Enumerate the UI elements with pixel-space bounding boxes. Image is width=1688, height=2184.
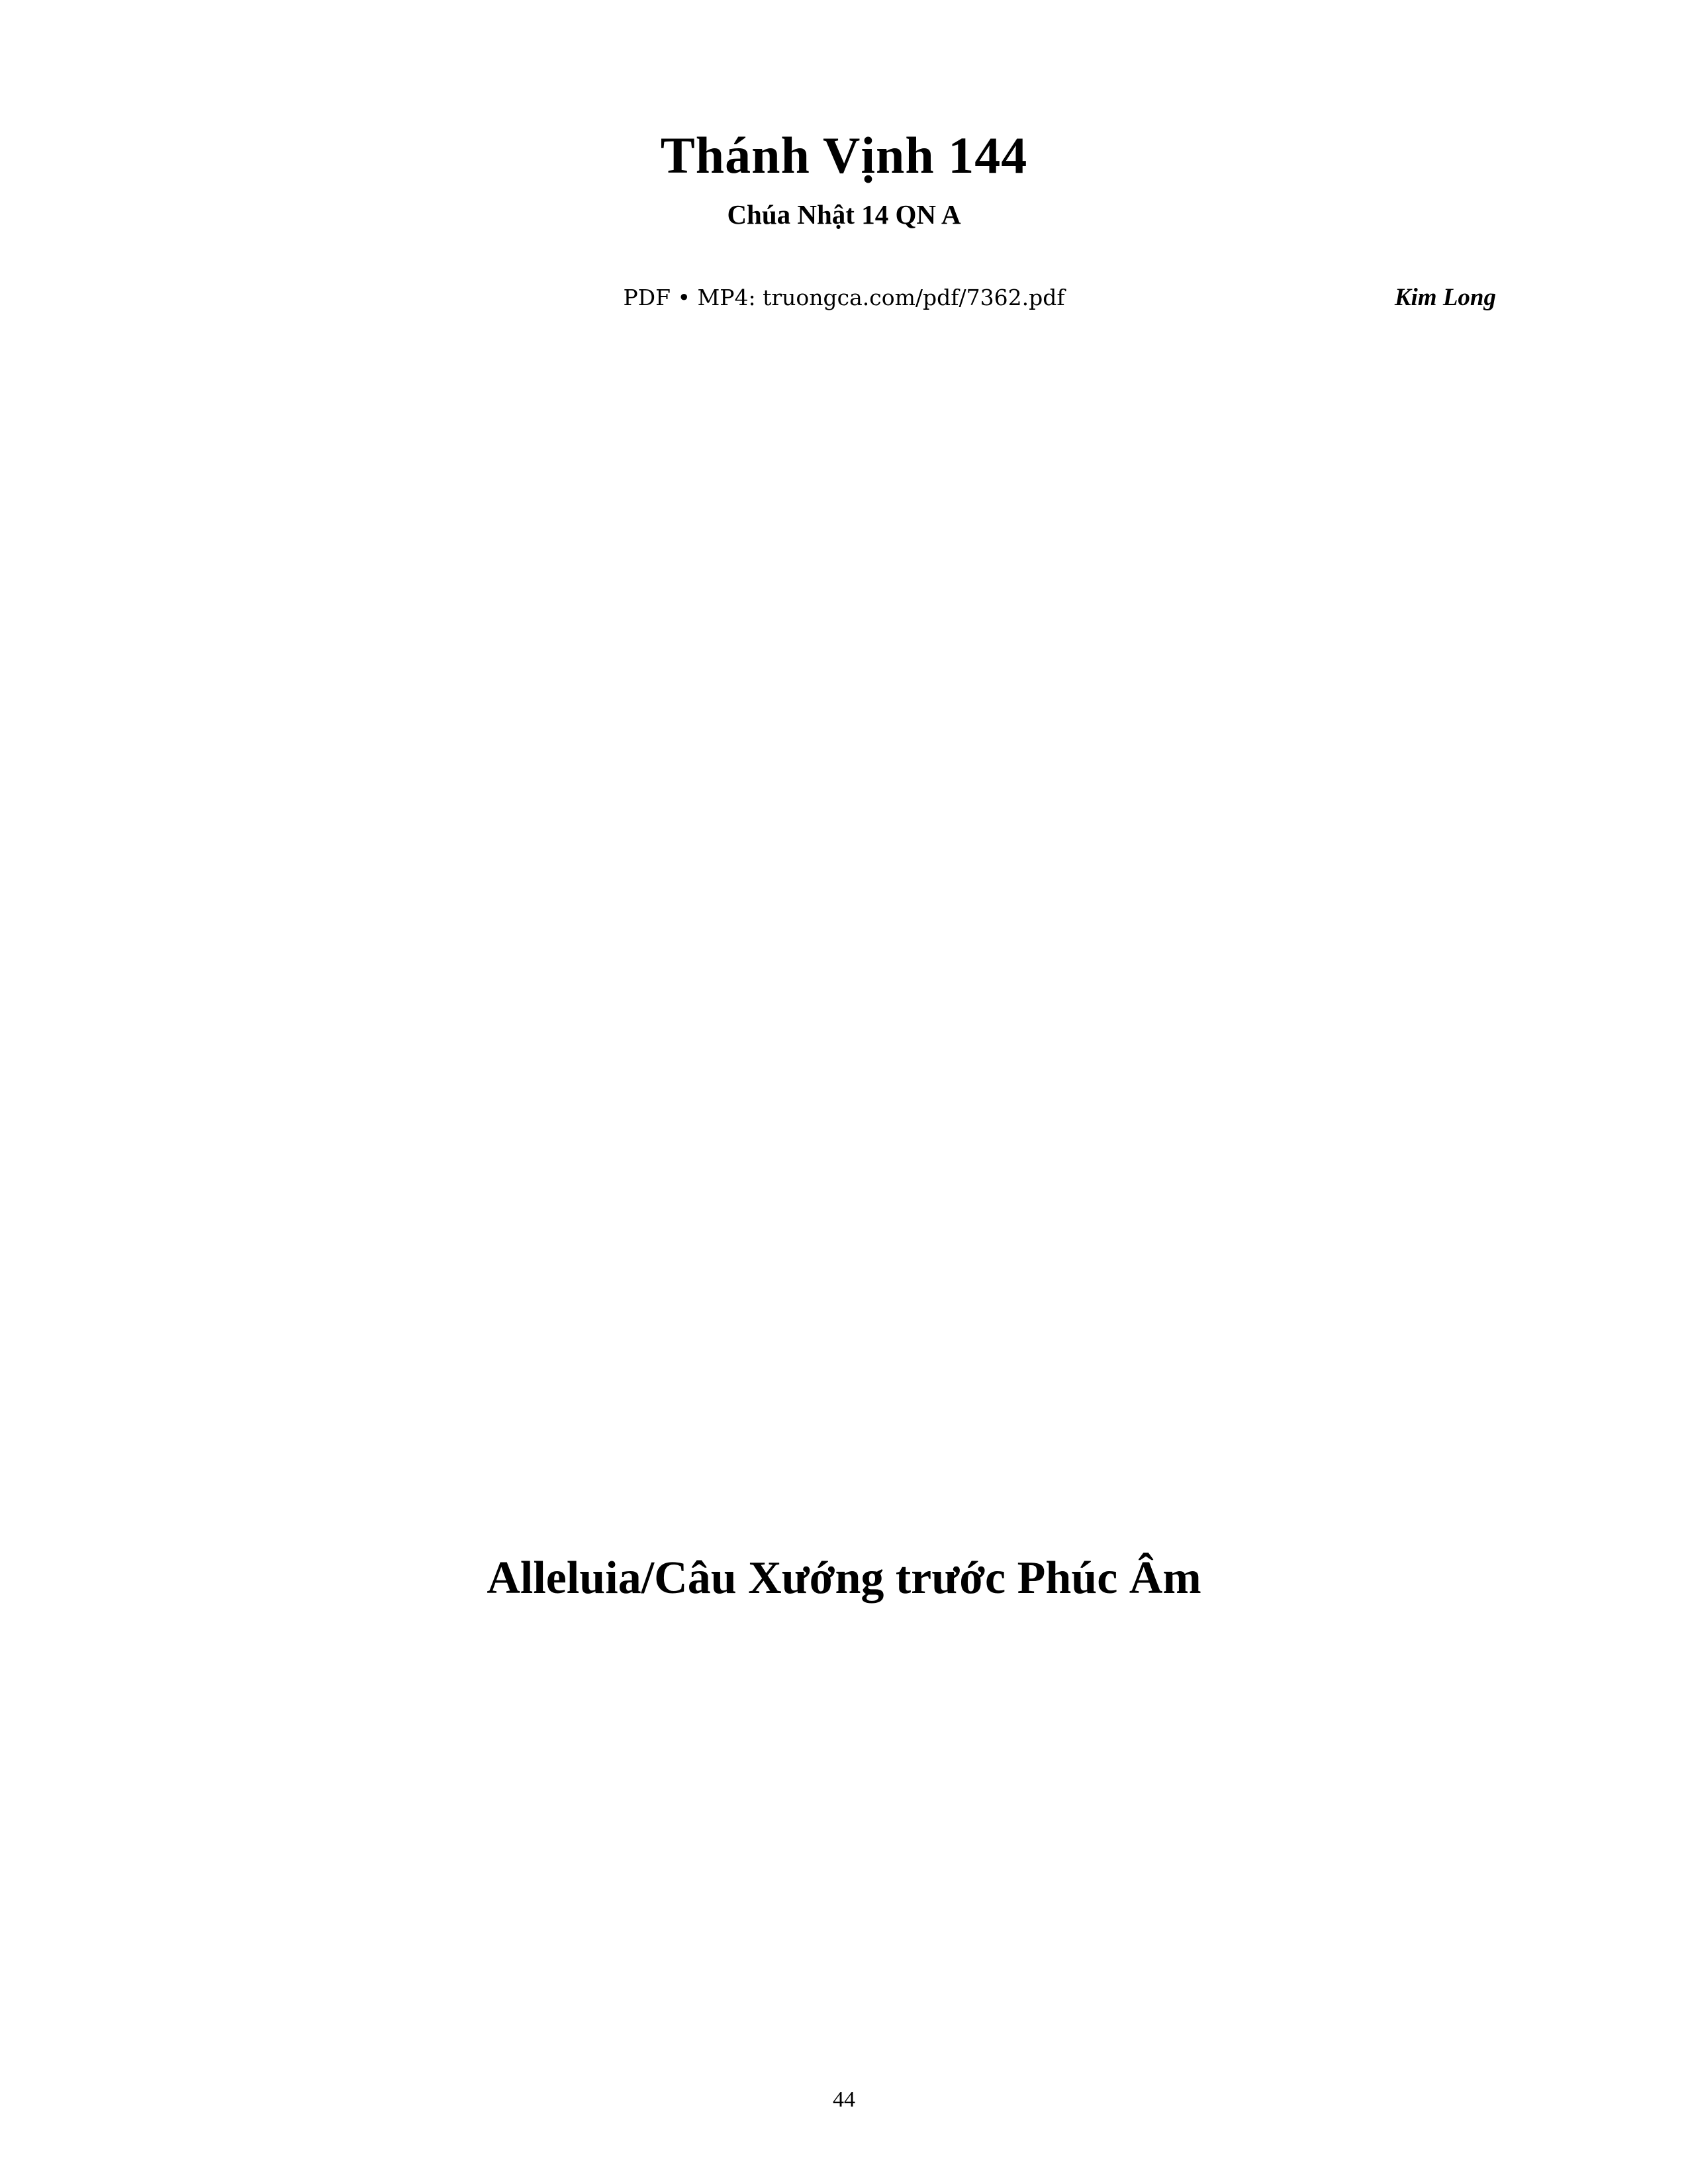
page-number: 44 bbox=[833, 2087, 855, 2112]
page-title: Thánh Vịnh 144 bbox=[660, 126, 1028, 184]
alleluia-heading: Alleluia/Câu Xướng trước Phúc Âm bbox=[487, 1553, 1201, 1604]
source-link-text: PDF • MP4: truongca.com/pdf/7362.pdf bbox=[623, 285, 1065, 310]
composer-name: Kim Long bbox=[1394, 284, 1496, 311]
page-subtitle: Chúa Nhật 14 QN A bbox=[727, 199, 961, 230]
